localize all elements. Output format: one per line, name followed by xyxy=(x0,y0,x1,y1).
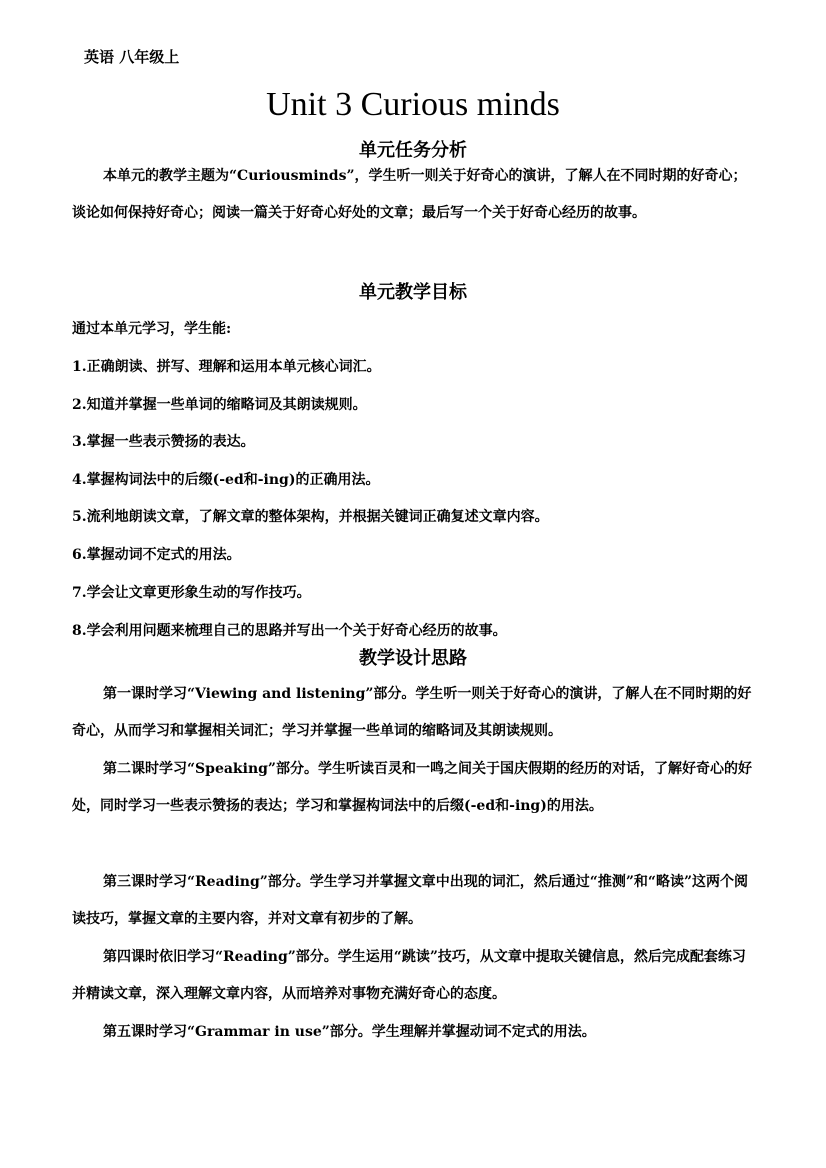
goal-item: 5.流利地朗读文章，了解文章的整体架构，并根据关键词正确复述文章内容。 xyxy=(72,509,549,525)
goals-intro: 通过本单元学习，学生能: xyxy=(72,321,232,337)
goal-item: 2.知道并掌握一些单词的缩略词及其朗读规则。 xyxy=(72,397,367,413)
design-paragraph: 第四课时依旧学习“Reading”部分。学生运用“跳读”技巧，从文章中提取关键信息，然后完成配套练习并精读文章，深入理解文章内容，从而培养对事物充满好奇心的态度。 xyxy=(72,949,746,1002)
goal-item: 4.掌握构词法中的后缀(-ed和-ing)的正确用法。 xyxy=(72,472,380,488)
heading-task-analysis: 单元任务分析 xyxy=(359,140,467,161)
document-title: Unit 3 Curious minds xyxy=(266,86,560,123)
design-paragraph: 第五课时学习“Grammar in use”部分。学生理解并掌握动词不定式的用法。 xyxy=(103,1024,596,1040)
heading-teaching-goals: 单元教学目标 xyxy=(359,282,467,303)
design-paragraph: 第一课时学习“Viewing and listening”部分。学生听一则关于好奇心的演讲，了解人在不同时期的好奇心，从而学习和掌握相关词汇；学习并掌握一些单词的缩略词及其朗读规则。 xyxy=(72,686,752,739)
goal-item: 6.掌握动词不定式的用法。 xyxy=(72,547,241,563)
analysis-paragraph: 本单元的教学主题为“Curiousminds”，学生听一则关于好奇心的演讲，了解人在不同时期的好奇心；谈论如何保持好奇心；阅读一篇关于好奇心好处的文章；最后写一个关于好奇心经历的故事。 xyxy=(72,168,747,221)
design-paragraph: 第二课时学习“Speaking”部分。学生听读百灵和一鸣之间关于国庆假期的经历的对话，了解好奇心的好处，同时学习一些表示赞扬的表达；学习和掌握构词法中的后缀(-ed和-ing)的用法。 xyxy=(72,761,752,814)
goal-item: 3.掌握一些表示赞扬的表达。 xyxy=(72,434,255,450)
goal-item: 1.正确朗读、拼写、理解和运用本单元核心词汇。 xyxy=(72,359,381,375)
design-paragraph: 第三课时学习“Reading”部分。学生学习并掌握文章中出现的词汇，然后通过“推测”和“略读”这两个阅读技巧，掌握文章的主要内容，并对文章有初步的了解。 xyxy=(72,874,749,927)
page-header: 英语 八年级上 xyxy=(84,48,180,66)
heading-design-ideas: 教学设计思路 xyxy=(359,648,467,669)
goal-item: 7.学会让文章更形象生动的写作技巧。 xyxy=(72,585,311,601)
goal-item: 8.学会利用问题来梳理自己的思路并写出一个关于好奇心经历的故事。 xyxy=(72,623,507,639)
